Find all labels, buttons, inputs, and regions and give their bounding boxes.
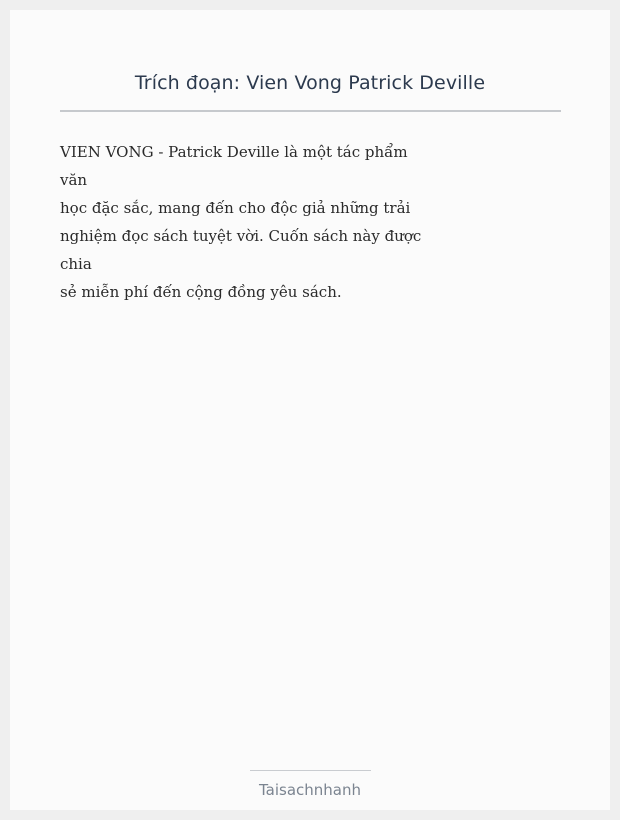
excerpt-line: nghiệm đọc sách tuyệt vời. Cuốn sách này được: [60, 227, 422, 245]
excerpt-line: VIEN VONG - Patrick Deville là một tác phẩm: [60, 143, 408, 161]
excerpt-line: học đặc sắc, mang đến cho độc giả những trải: [60, 199, 411, 217]
page-title: Trích đoạn: Vien Vong Patrick Deville: [134, 72, 486, 94]
excerpt-body: [60, 138, 420, 306]
footer-source: Taisachnhanh: [258, 781, 362, 799]
excerpt-line: chia: [60, 255, 92, 273]
document-page: [10, 10, 610, 810]
excerpt-line: sẻ miễn phí đến cộng đồng yêu sách.: [60, 283, 342, 301]
excerpt-line: văn: [60, 171, 88, 189]
footer-divider: [250, 770, 371, 771]
title-divider: [60, 110, 561, 112]
